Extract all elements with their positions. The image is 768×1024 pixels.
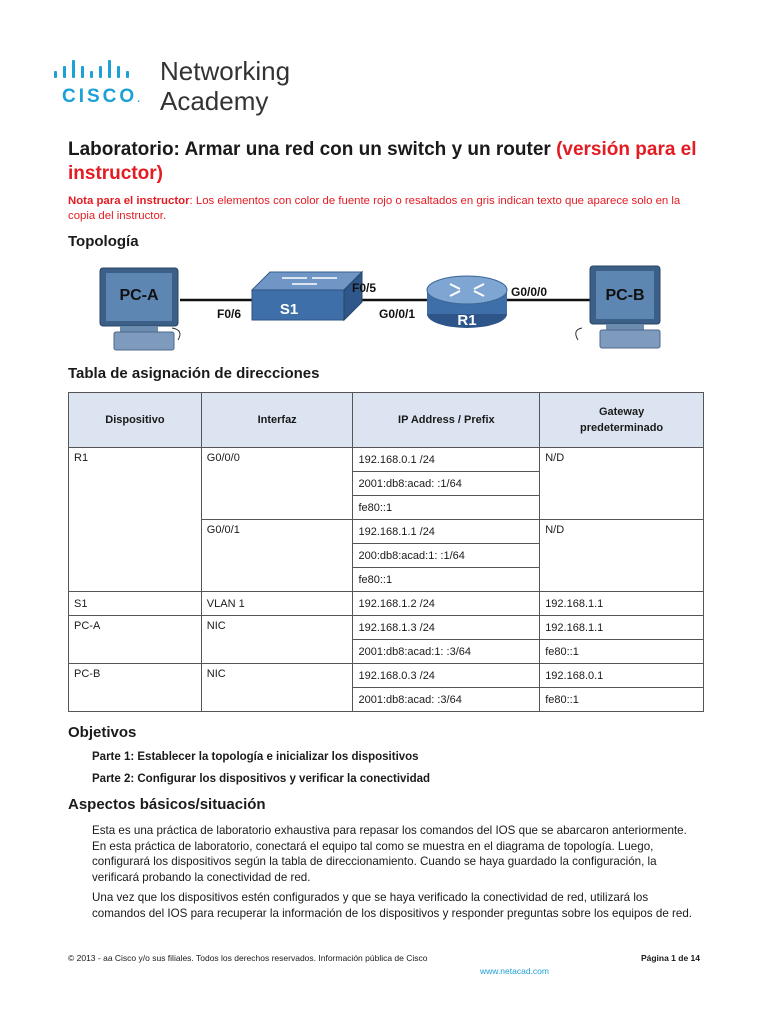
header-interface: Interfaz [201, 393, 353, 448]
section-objectives-heading: Objetivos [68, 724, 137, 741]
cell-ip: 192.168.0.3 /24 [353, 664, 540, 688]
port-g000-label: G0/0/0 [511, 285, 548, 299]
section-topology-heading: Topología [68, 233, 139, 250]
s1-label: S1 [279, 301, 299, 318]
cell-interface: G0/0/0 [201, 448, 353, 520]
background-paragraph-2: Una vez que los dispositivos estén configurados y que se haya verificado la conectividad de red, utilizará los comandos del IOS para recuperar la información de los dispositivos y responder preguntas sobre los equipos de red. [92, 891, 692, 920]
table-row [69, 664, 704, 688]
footer-page-number: Página 1 de 14 [640, 953, 700, 963]
cell-gateway: N/D [540, 448, 704, 520]
instructor-note [68, 194, 698, 224]
cell-gateway: 192.168.0.1 [540, 664, 704, 688]
objective-part2: Parte 2: Configurar los dispositivos y verificar la conectividad [92, 773, 431, 785]
logo-networking-text: Networking [160, 56, 291, 86]
logo-academy-text: Academy [160, 86, 269, 116]
pc-b-label: PC-B [605, 287, 645, 304]
cisco-wordmark: CISCO. [62, 86, 140, 107]
pc-a-icon [100, 268, 180, 350]
cell-ip: fe80::1 [353, 568, 540, 592]
document-title [68, 138, 708, 186]
port-g001-label: G0/0/1 [379, 307, 416, 321]
header-device: Dispositivo [69, 393, 202, 448]
section-addressing-heading: Tabla de asignación de direcciones [68, 365, 320, 382]
port-f05-label: F0/5 [352, 281, 377, 295]
section-background-heading: Aspectos básicos/situación [68, 796, 266, 813]
table-row [69, 616, 704, 640]
pc-b-icon [576, 266, 660, 348]
title-main: Laboratorio: Armar una red con un switch y un router [68, 139, 557, 160]
cell-gateway: fe80::1 [540, 688, 704, 712]
switch-s1-icon [252, 272, 362, 320]
instructor-note-label: Nota para el instructor [68, 195, 190, 207]
cell-ip: 200:db8:acad:1: :1/64 [353, 544, 540, 568]
cisco-networking-academy-logo [52, 56, 312, 118]
cisco-bars-icon [52, 60, 142, 78]
cell-gateway: 192.168.1.1 [540, 592, 704, 616]
cell-ip: 192.168.1.1 /24 [353, 520, 540, 544]
cell-interface: NIC [201, 664, 353, 712]
instructor-note-text: : Los elementos con color de fuente rojo o resaltados en gris indican texto que aparece solo en la copia del instructor. [68, 195, 681, 222]
cell-interface: VLAN 1 [201, 592, 353, 616]
topology-diagram [92, 262, 672, 354]
header-gateway: Gateway predeterminado [540, 393, 704, 448]
addressing-table [68, 392, 704, 712]
cell-ip: 2001:db8:acad: :1/64 [353, 472, 540, 496]
cell-ip: 192.168.1.3 /24 [353, 616, 540, 640]
r1-label: R1 [457, 312, 477, 329]
objective-part1: Parte 1: Establecer la topología e inicializar los dispositivos [92, 751, 419, 763]
footer-copyright: © 2013 - aa Cisco y/o sus filiales. Todos los derechos reservados. Información pública de Cisco [68, 953, 428, 963]
cell-gateway: fe80::1 [540, 640, 704, 664]
header-ip: IP Address / Prefix [353, 393, 540, 448]
table-row [69, 592, 704, 616]
cell-interface: NIC [201, 616, 353, 664]
cell-ip: 192.168.0.1 /24 [353, 448, 540, 472]
cell-interface: G0/0/1 [201, 520, 353, 592]
cell-device: PC-B [69, 664, 202, 712]
cell-gateway: N/D [540, 520, 704, 592]
footer-url-link[interactable]: www.netacad.com [480, 966, 549, 976]
cell-device: R1 [69, 448, 202, 592]
cell-ip: 2001:db8:acad: :3/64 [353, 688, 540, 712]
cell-gateway: 192.168.1.1 [540, 616, 704, 640]
title-instructor-version: (versión para el instructor) [68, 139, 697, 184]
cell-ip: 192.168.1.2 /24 [353, 592, 540, 616]
pc-a-label: PC-A [119, 287, 159, 304]
table-row [69, 448, 704, 472]
cell-device: PC-A [69, 616, 202, 664]
cell-ip: 2001:db8:acad:1: :3/64 [353, 640, 540, 664]
cell-ip: fe80::1 [353, 496, 540, 520]
table-header-row [69, 393, 704, 448]
port-f06-label: F0/6 [217, 307, 242, 321]
cell-device: S1 [69, 592, 202, 616]
background-paragraph-1: Esta es una práctica de laboratorio exhaustiva para repasar los comandos del IOS que se abarcaron anteriormente. En esta práctica de laboratorio, conectará el equipo tal como se muestra en el diagrama de topología. Luego, configurará los dispositivos según la tabla de direccionamiento. Cuando se haya guardado la configuración, la verificará probando la conectividad de red. [92, 824, 687, 884]
